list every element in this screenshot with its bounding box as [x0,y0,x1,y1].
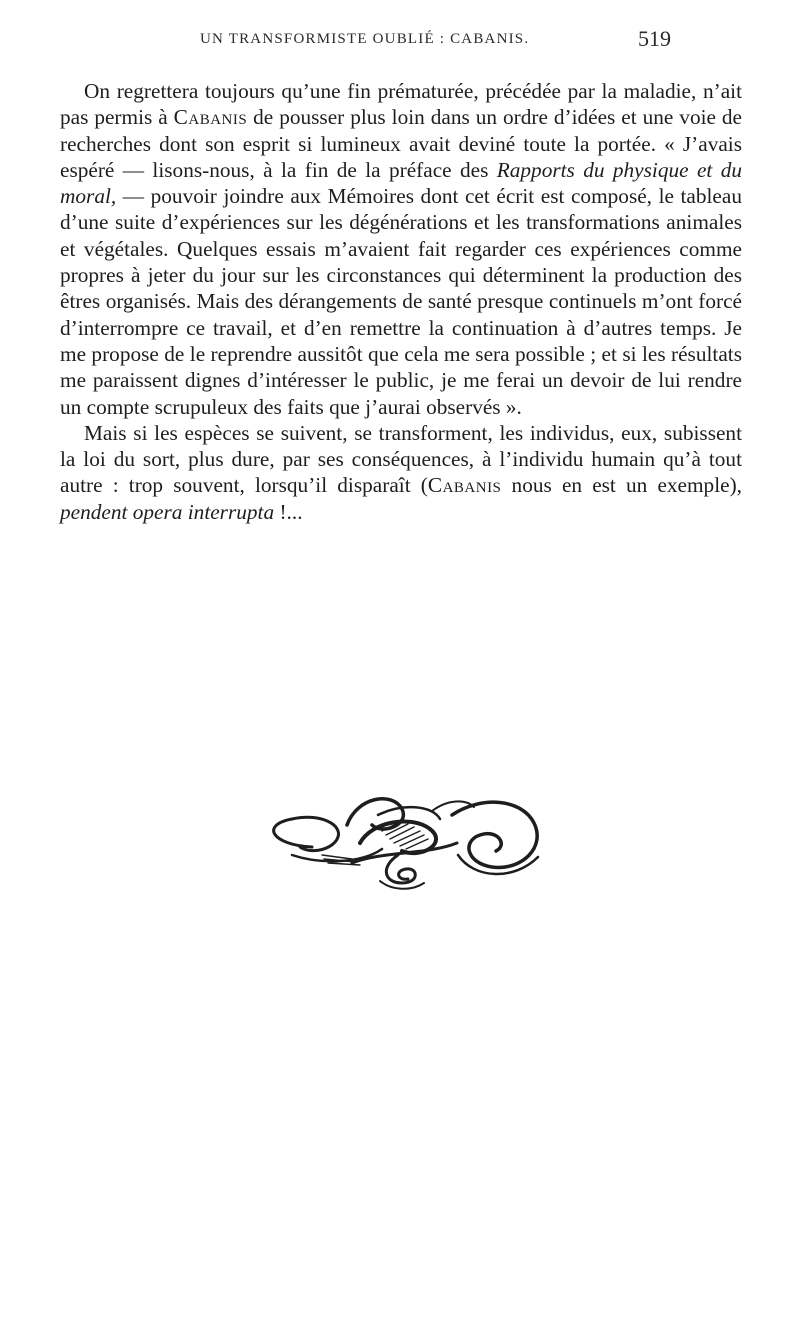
paragraph-1 [60,78,742,420]
latin-phrase-italic: pendent opera interrupta [60,499,275,524]
running-title-text: UN TRANSFORMISTE OUBLIÉ : CABANIS. [200,31,530,47]
text-segment: !... [274,499,303,524]
body-text [60,78,742,525]
text-segment: Mais si les espèces se suivent, se transforment, les individus, eux, subissent la loi du sort, plus dure, par ses conséquences, à l’individu humain qu’à tout autre : trop souvent, lorsqu’il disparaît ( [60,420,742,498]
text-segment: On regrettera toujours qu’une fin prématurée, précédée par la maladie, n’ait pas permis à [60,79,742,130]
page-number: 519 [638,26,671,51]
book-title-italic: Rapports du physique et du moral, [60,157,743,209]
paragraph-2 [60,420,742,525]
text-segment: nous en est un exemple), [501,473,742,498]
author-name-smallcaps: Cabanis [427,473,502,498]
text-segment: de pousser plus loin dans un ordre d’idées et une voie de recherches dont son esprit si lumineux avait deviné toute la portée. « J’avais espéré — lisons-nous, à la fin de la préface des [60,105,743,182]
text-segment: — pouvoir joindre aux Mémoires dont cet écrit est composé, le tableau d’une suite d’expériences sur les dégénérations et les transformations animales et végétales. Quelques essais m’avaient fait regarder ces expériences comme propres à jeter du jour sur les circonstances qui déterminent la production des êtres organisés. Mais des dérangements de santé presque continuels m’ont forcé d’interrompre ce travail, et d’en remettre la continuation à d’autres temps. Je me propose de le reprendre aussitôt que cela me sera possible ; et si les résultats me paraissent dignes d’intéresser le public, je me ferai un devoir de lui rendre un compte scrupuleux des faits que j’aurai observés ». [60,184,742,419]
calligraphic-flourish-ornament-icon [252,785,562,895]
running-title [200,30,529,48]
author-name-smallcaps: Cabanis [173,105,248,130]
